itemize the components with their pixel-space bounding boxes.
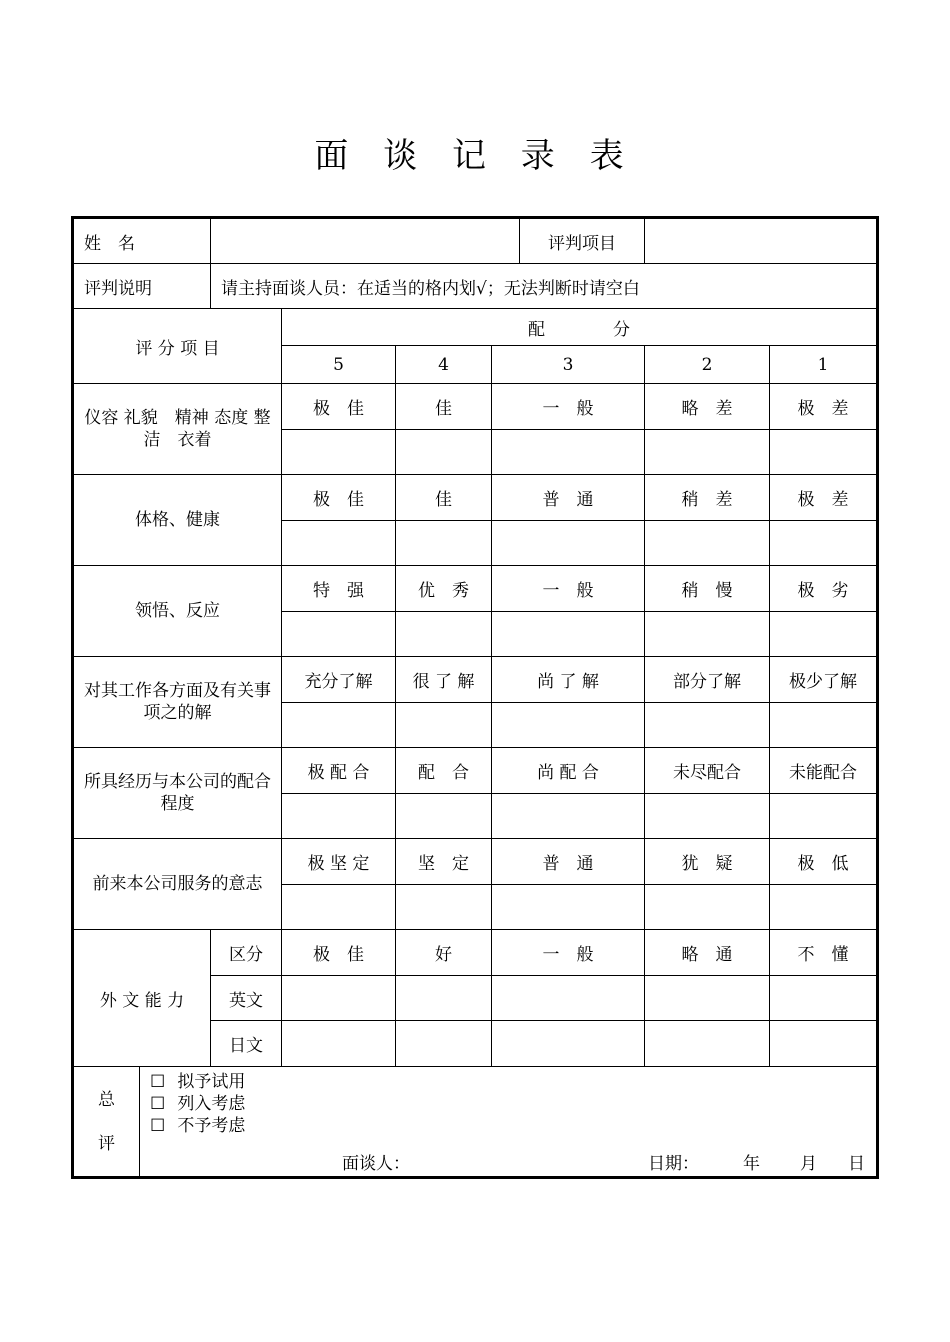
level-cell: 一 般 (492, 930, 645, 976)
level-cell: 犹 疑 (645, 839, 770, 885)
level-cell: 配 合 (396, 748, 492, 794)
check-cell[interactable] (492, 794, 645, 839)
language-row-label: 日文 (211, 1021, 282, 1067)
check-cell[interactable] (492, 521, 645, 566)
level-cell: 极 配 合 (282, 748, 396, 794)
check-cell[interactable] (770, 885, 878, 930)
level-cell: 尚 了 解 (492, 657, 645, 703)
check-cell[interactable] (492, 703, 645, 748)
check-cell[interactable] (645, 885, 770, 930)
check-cell[interactable] (282, 794, 396, 839)
check-cell[interactable] (282, 976, 396, 1021)
check-cell[interactable] (282, 430, 396, 475)
level-cell: 极 差 (770, 384, 878, 430)
check-cell[interactable] (770, 1021, 878, 1067)
check-cell[interactable] (282, 1021, 396, 1067)
level-cell: 略 差 (645, 384, 770, 430)
language-row-label: 区分 (211, 930, 282, 976)
level-cell: 稍 慢 (645, 566, 770, 612)
level-cell: 一 般 (492, 384, 645, 430)
level-cell: 充分了解 (282, 657, 396, 703)
check-cell[interactable] (492, 976, 645, 1021)
level-cell: 极 坚 定 (282, 839, 396, 885)
option-trial[interactable] (150, 1071, 876, 1093)
level-cell: 部分了解 (645, 657, 770, 703)
level-cell: 极 低 (770, 839, 878, 885)
check-cell[interactable] (396, 612, 492, 657)
check-cell[interactable] (282, 703, 396, 748)
note-text: 请主持面谈人员：在适当的格内划√；无法判断时请空白 (211, 264, 878, 309)
level-cell: 极 劣 (770, 566, 878, 612)
check-cell[interactable] (396, 885, 492, 930)
score-header: 配 分 (282, 309, 878, 346)
check-cell[interactable] (645, 703, 770, 748)
check-cell[interactable] (770, 521, 878, 566)
level-cell: 极少了解 (770, 657, 878, 703)
name-label: 姓 名 (73, 218, 211, 264)
level-cell: 坚 定 (396, 839, 492, 885)
check-cell[interactable] (770, 612, 878, 657)
score-5: 5 (282, 346, 396, 384)
option-label: 拟予试用 (177, 1072, 246, 1092)
score-1: 1 (770, 346, 878, 384)
signature-row (140, 1153, 876, 1175)
name-field[interactable] (211, 218, 520, 264)
check-cell[interactable] (492, 430, 645, 475)
item-label-health: 体格、健康 (73, 475, 282, 566)
check-cell[interactable] (645, 612, 770, 657)
check-cell[interactable] (396, 794, 492, 839)
summary-label-top: 总 (98, 1089, 115, 1110)
level-cell: 一 般 (492, 566, 645, 612)
level-cell: 极 差 (770, 475, 878, 521)
level-cell: 极 佳 (282, 475, 396, 521)
interviewer-label: 面谈人： (342, 1154, 410, 1174)
month-label: 月 (800, 1154, 817, 1174)
item-label-experience-fit: 所具经历与本公司的配合程度 (73, 748, 282, 839)
interview-record-table (71, 216, 879, 1179)
note-label: 评判说明 (73, 264, 211, 309)
option-label: 不予考虑 (177, 1116, 246, 1136)
check-cell[interactable] (396, 976, 492, 1021)
language-label: 外 文 能 力 (73, 930, 211, 1067)
summary-label-bottom: 评 (98, 1133, 115, 1154)
date-label: 日期： (648, 1154, 699, 1174)
level-cell: 未尽配合 (645, 748, 770, 794)
level-cell: 极 佳 (282, 930, 396, 976)
score-2: 2 (645, 346, 770, 384)
summary-label (73, 1067, 140, 1178)
level-cell: 未能配合 (770, 748, 878, 794)
check-cell[interactable] (492, 612, 645, 657)
year-label: 年 (743, 1154, 760, 1174)
check-cell[interactable] (396, 1021, 492, 1067)
level-cell: 极 佳 (282, 384, 396, 430)
check-cell[interactable] (282, 612, 396, 657)
option-label: 列入考虑 (177, 1094, 246, 1114)
check-cell[interactable] (282, 521, 396, 566)
level-cell: 略 通 (645, 930, 770, 976)
item-label-appearance: 仪容 礼貌 精神 态度 整洁 衣着 (73, 384, 282, 475)
check-cell[interactable] (396, 703, 492, 748)
score-3: 3 (492, 346, 645, 384)
level-cell: 佳 (396, 384, 492, 430)
check-cell[interactable] (645, 976, 770, 1021)
check-cell[interactable] (492, 1021, 645, 1067)
page-title: 面 谈 记 录 表 (314, 136, 636, 176)
check-cell[interactable] (770, 794, 878, 839)
option-reject[interactable] (150, 1115, 876, 1137)
level-cell: 普 通 (492, 839, 645, 885)
check-cell[interactable] (282, 885, 396, 930)
language-row-label: 英文 (211, 976, 282, 1021)
level-cell: 好 (396, 930, 492, 976)
level-cell: 优 秀 (396, 566, 492, 612)
item-label-comprehension: 领悟、反应 (73, 566, 282, 657)
level-cell: 稍 差 (645, 475, 770, 521)
score-item-header: 评 分 项 目 (73, 309, 282, 384)
level-cell: 佳 (396, 475, 492, 521)
check-cell[interactable] (645, 521, 770, 566)
check-cell[interactable] (396, 430, 492, 475)
check-cell[interactable] (770, 430, 878, 475)
score-4: 4 (396, 346, 492, 384)
summary-content (140, 1067, 878, 1178)
day-label: 日 (848, 1154, 865, 1174)
checkbox-icon[interactable]: ☐ (150, 1072, 166, 1092)
project-field[interactable] (645, 218, 878, 264)
level-cell: 普 通 (492, 475, 645, 521)
level-cell: 特 强 (282, 566, 396, 612)
check-cell[interactable] (645, 1021, 770, 1067)
level-cell: 很 了 解 (396, 657, 492, 703)
check-cell[interactable] (492, 885, 645, 930)
option-consider[interactable] (150, 1093, 876, 1115)
item-label-job-understanding: 对其工作各方面及有关事项之的解 (73, 657, 282, 748)
summary-options (140, 1067, 876, 1137)
project-label: 评判项目 (520, 218, 645, 264)
level-cell: 不 懂 (770, 930, 878, 976)
check-cell[interactable] (396, 521, 492, 566)
item-label-willingness: 前来本公司服务的意志 (73, 839, 282, 930)
check-cell[interactable] (770, 976, 878, 1021)
check-cell[interactable] (770, 703, 878, 748)
level-cell: 尚 配 合 (492, 748, 645, 794)
checkbox-icon[interactable]: ☐ (150, 1116, 166, 1136)
check-cell[interactable] (645, 430, 770, 475)
checkbox-icon[interactable]: ☐ (150, 1094, 166, 1114)
check-cell[interactable] (645, 794, 770, 839)
